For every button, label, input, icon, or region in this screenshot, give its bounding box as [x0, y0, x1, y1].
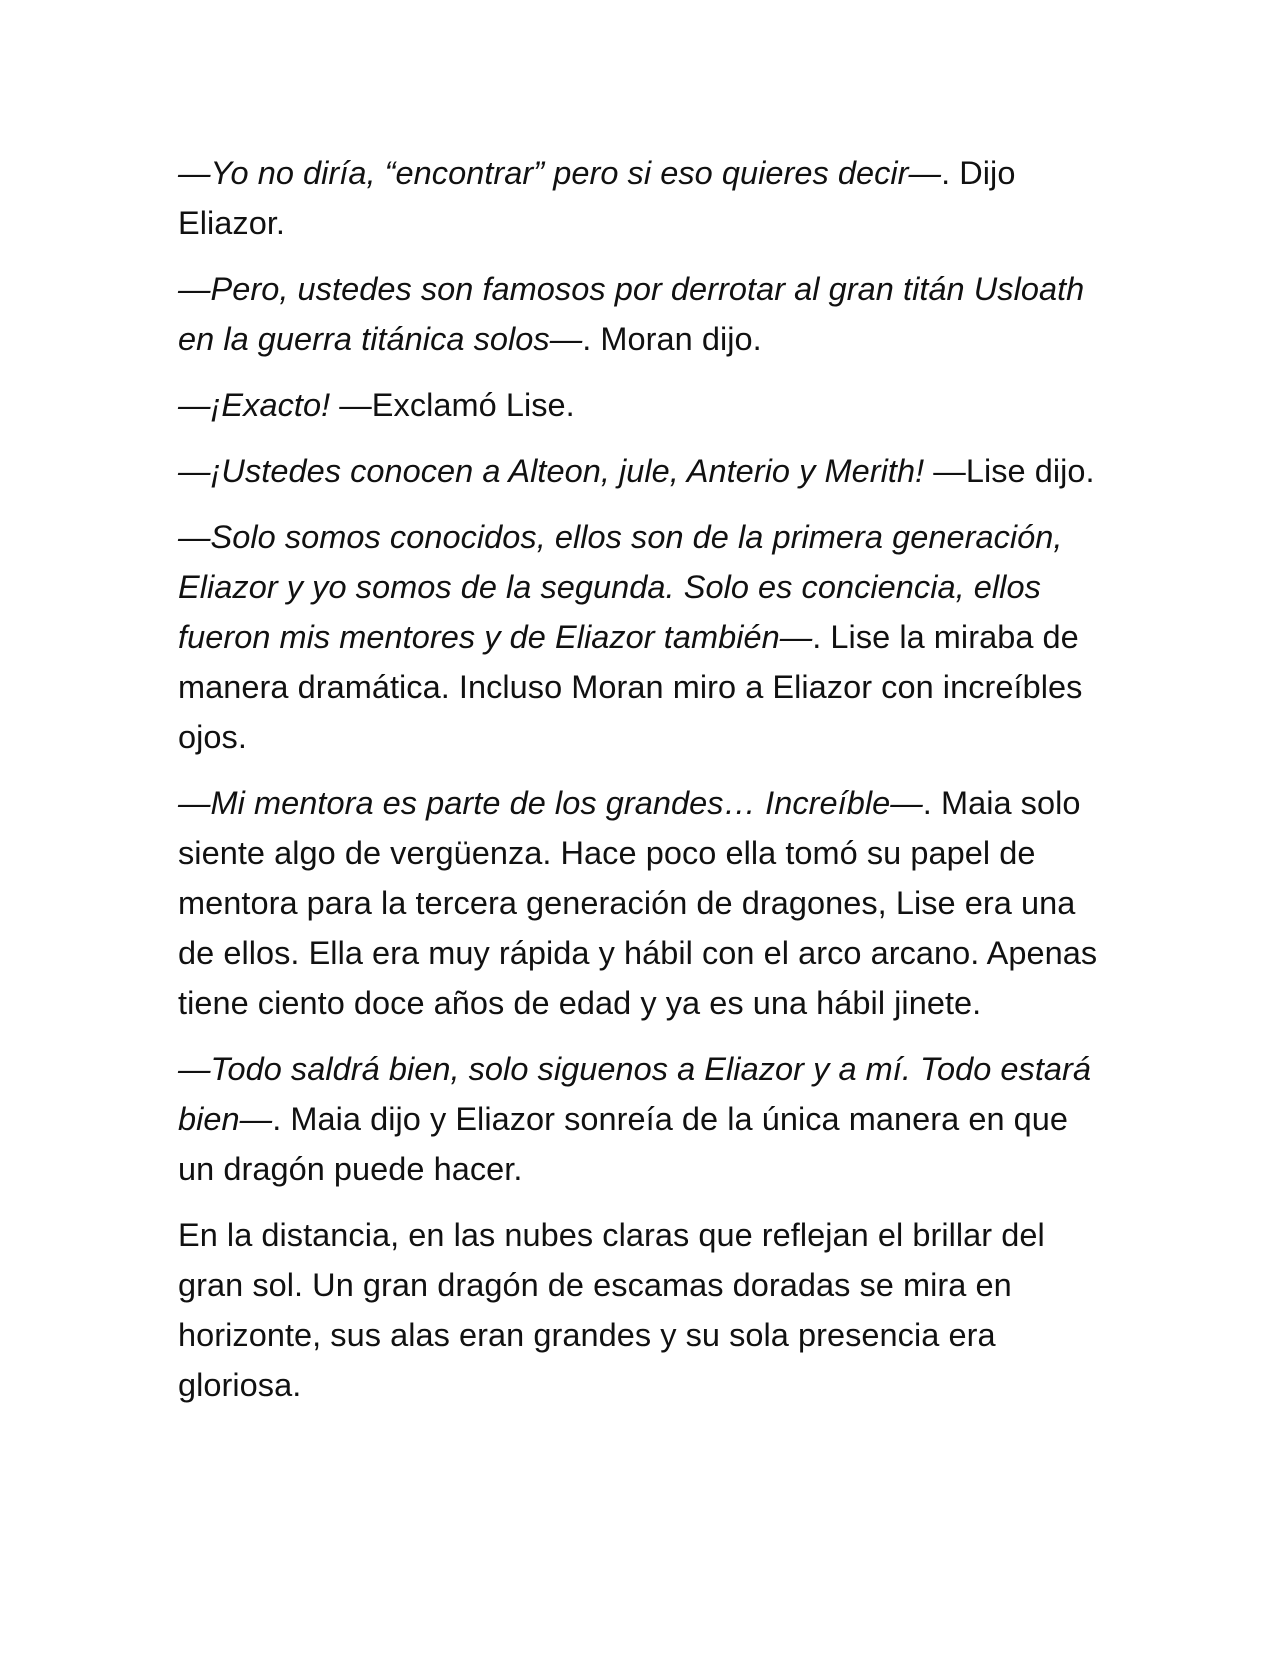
- paragraph-8: [178, 1210, 1108, 1410]
- paragraph-4: [178, 446, 1108, 496]
- narration-text: . Moran dijo.: [582, 321, 762, 357]
- dialogue-text: —¡Ustedes conocen a Alteon, jule, Anterio y Merith!: [178, 453, 925, 489]
- dialogue-text: —Yo no diría, “encontrar” pero si eso quieres decir—: [178, 155, 942, 191]
- paragraph-7: [178, 1044, 1108, 1194]
- narration-text: En la distancia, en las nubes claras que reflejan el brillar del gran sol. Un gran dragón de escamas doradas se mira en horizonte, sus alas eran grandes y su sola presencia era gloriosa.: [178, 1217, 1045, 1403]
- narration-text: . Maia solo siente algo de vergüenza. Hace poco ella tomó su papel de mentora para la tercera generación de dragones, Lise era una de ellos. Ella era muy rápida y hábil con el arco arcano. Apenas tiene ciento doce años de edad y ya es una hábil jinete.: [178, 785, 1098, 1021]
- dialogue-text: —Pero, ustedes son famosos por derrotar al gran titán Usloath en la guerra titánica solos—: [178, 271, 1085, 357]
- document-page: [178, 148, 1108, 1426]
- narration-text: . Lise la miraba de manera dramática. Incluso Moran miro a Eliazor con increíbles ojos.: [178, 619, 1083, 755]
- dialogue-text: —¡Exacto!: [178, 387, 331, 423]
- narration-text: . Maia dijo y Eliazor sonreía de la única manera en que un dragón puede hacer.: [178, 1101, 1069, 1187]
- paragraph-3: [178, 380, 1108, 430]
- paragraph-5: [178, 512, 1108, 762]
- paragraph-2: [178, 264, 1108, 364]
- dialogue-text: —Todo saldrá bien, solo siguenos a Eliazor y a mí. Todo estará bien—: [178, 1051, 1092, 1137]
- narration-text: —Lise dijo.: [924, 453, 1095, 489]
- dialogue-text: —Mi mentora es parte de los grandes… Increíble—: [178, 785, 923, 821]
- paragraph-6: [178, 778, 1108, 1028]
- narration-text: —Exclamó Lise.: [330, 387, 575, 423]
- dialogue-text: —Solo somos conocidos, ellos son de la primera generación, Eliazor y yo somos de la segunda. Solo es conciencia, ellos fueron mis mentores y de Eliazor también—: [178, 519, 1063, 655]
- paragraph-1: [178, 148, 1108, 248]
- narration-text: . Dijo Eliazor.: [178, 155, 1016, 241]
